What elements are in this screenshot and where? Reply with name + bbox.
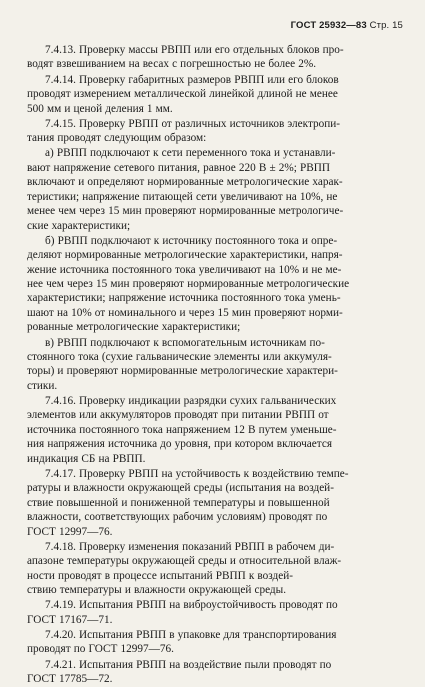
paragraph-7-4-13: 7.4.13. Проверку массы РВПП или его отдельных блоков про- водят взвешиванием на весах с погрешностью не более 2%. xyxy=(27,44,344,71)
page-number: Стр. 15 xyxy=(369,20,403,31)
paragraph-7-4-19: 7.4.19. Испытания РВПП на виброустойчивость проводят по ГОСТ 17167—71. xyxy=(27,599,338,626)
paragraph-7-4-15-a: а) РВПП подключают к сети переменного тока и устанавли- вают напряжение сетевого питания, равное 220 В ± 2%; РВПП включают и определяют нормированные метрологические харак- теристики; напряжение питающей сети увеличивают на 10%, не менее чем через 15 мин проверяют нормированные метрологиче- ские характеристики; xyxy=(27,147,344,232)
document-body xyxy=(27,43,403,687)
gost-number: ГОСТ 25932—83 xyxy=(290,20,367,31)
paragraph-7-4-15-c: в) РВПП подключают к вспомогательным источникам по- стоянного тока (сухие гальванические элементы или аккумуля- торы) и проверяют нормированные метрологические характери- стики. xyxy=(27,336,338,392)
paragraph-7-4-14: 7.4.14. Проверку габаритных размеров РВПП или его блоков проводят измерением металлической линейкой длиной не менее 500 мм и ценой деления 1 мм. xyxy=(27,73,339,115)
paragraph-7-4-16: 7.4.16. Проверку индикации разрядки сухих гальванических элементов или аккумуляторов проводят при питании РВПП от источника постоянного тока напряжением 12 В путем уменьше- ния напряжения источника до уровня, при котором включается индикация СБ на РВПП. xyxy=(27,395,337,465)
paragraph-7-4-18: 7.4.18. Проверку изменения показаний РВПП в рабочем ди- апазоне температуры окружающей среды и относительной влаж- ности проводят в процессе испытаний РВПП к воздей- ствию температуры и влажности окружающей среды. xyxy=(27,540,342,597)
paragraph-7-4-15: 7.4.15. Проверку РВПП от различных источников электропи- тания проводят следующим образом: xyxy=(27,117,341,145)
paragraph-7-4-20: 7.4.20. Испытания РВПП в упаковке для транспортирования проводят по ГОСТ 12997—76. xyxy=(27,629,337,656)
page-header xyxy=(291,20,403,31)
paragraph-7-4-15-b: б) РВПП подключают к источнику постоянного тока и опре- деляют нормированные метрологические характеристики, напря- жение источника постоянного тока увеличивают на 10% и не ме- нее чем через 15 мин проверяют нормированные метрологические характеристики; напряжение источника постоянного тока умень- шают на 10% от номинального и через 15 мин проверяют норми- рованные метрологические характеристики; xyxy=(27,234,350,334)
paragraph-7-4-21: 7.4.21. Испытания РВПП на воздействие пыли проводят по ГОСТ 17785—72. xyxy=(27,658,332,686)
paragraph-7-4-17: 7.4.17. Проверку РВПП на устойчивость к воздействию темпе- ратуры и влажности окружающей среды (испытания на воздей- ствие повышенной и пониженной температуры и повышенной влажности, соответствующих рабочим условиям) проводят по ГОСТ 12997—76. xyxy=(27,467,349,538)
